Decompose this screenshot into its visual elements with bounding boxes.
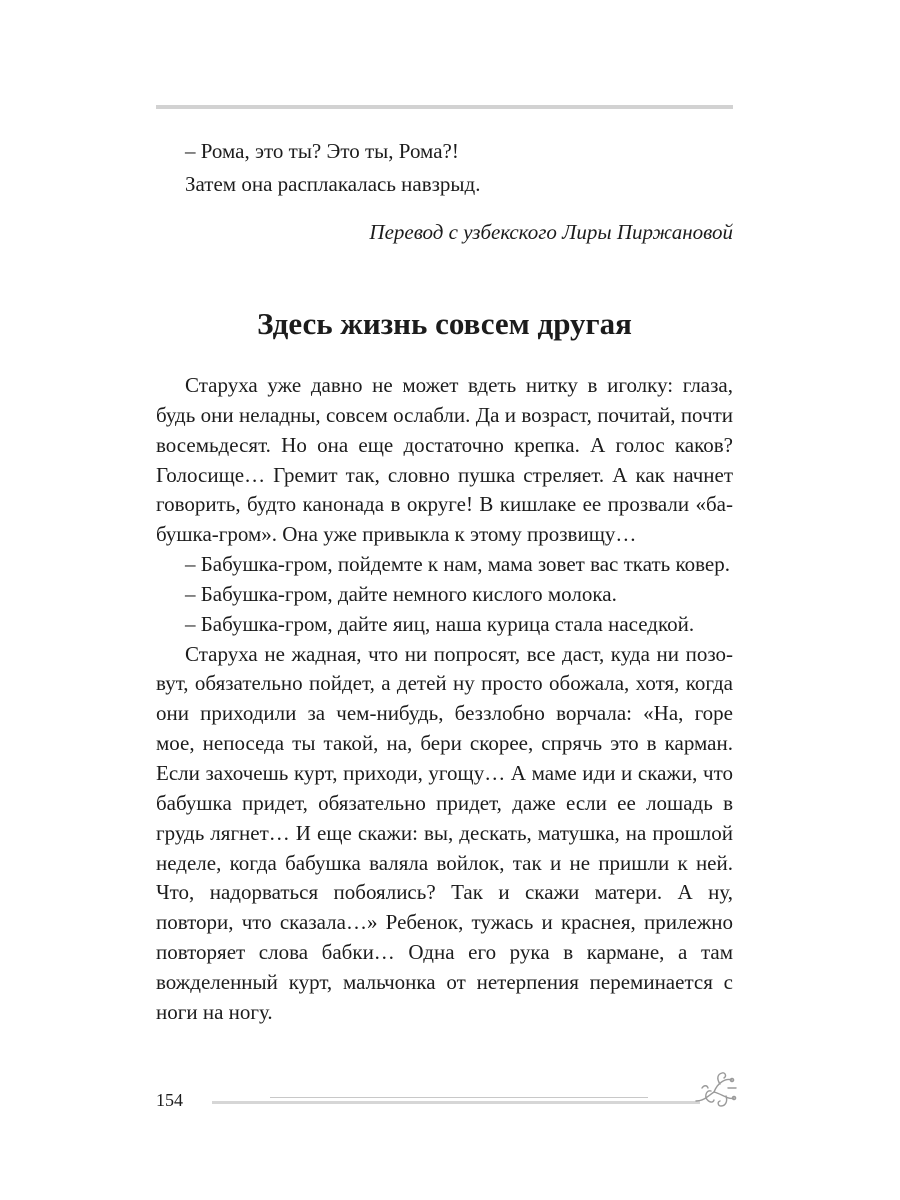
footer-rule	[212, 1101, 700, 1104]
paragraph: Старуха уже давно не может вдеть нитку в иголку: глаза, будь они неладны, совсем ослабли. Да и возраст, почитай, почти восемьдесят. Но она еще достаточно крепка. А голос каков? Голосище… Гремит так, словно пушка стреляет. А как начнет говорить, будто канонада в округе! В кишлаке ее прозвали «бабушка-гром». Она уже привыкла к этому прозвищу…	[156, 373, 733, 547]
story-body	[156, 371, 733, 1028]
footer-rule-accent	[270, 1097, 648, 1098]
dialogue-line: – Рома, это ты? Это ты, Рома?!	[185, 139, 459, 163]
story-title: Здесь жизнь совсем другая	[257, 306, 632, 341]
paragraph: – Бабушка-гром, пойдемте к нам, мама зовет вас ткать ковер.	[185, 552, 730, 577]
paragraph: – Бабушка-гром, дайте яиц, наша курица стала наседкой.	[185, 611, 695, 636]
paragraph: – Бабушка-гром, дайте немного кислого молока.	[185, 581, 617, 606]
paragraph: Старуха не жадная, что ни попросят, все даст, куда ни позовут, обязательно пойдет, а детей ну просто обожала, хотя, когда они приходили за чем-нибудь, беззлобно ворчала: «На, горе мое, непоседа ты такой, на, бери скорее, спрячь это в карман. Если захочешь курт, приходи, угощу… А маме иди и скажи, что бабушка придет, обязательно придет, даже если ее лошадь в грудь лягнет… И еще скажи: вы, дескать, матушка, на прошлой неделе, когда бабушка валяла войлок, так и не пришли к ней. Что, надорваться побоялись? Так и скажи матери. А ну, повтори, что сказала…» Ребенок, тужась и краснея, прилежно повторяет слова бабки… Одна его рука в кармане, а там вожделенный курт, мальчонка от нетерпения переминается с ноги на ногу.	[156, 641, 733, 1024]
page-number: 154	[156, 1090, 183, 1110]
previous-story-ending	[156, 135, 733, 201]
header-rule	[156, 105, 733, 109]
floral-ornament-icon	[692, 1068, 738, 1110]
translator-credit: Перевод с узбекского Лиры Пиржановой	[369, 220, 733, 244]
closing-line: Затем она расплакалась навзрыд.	[185, 172, 481, 196]
